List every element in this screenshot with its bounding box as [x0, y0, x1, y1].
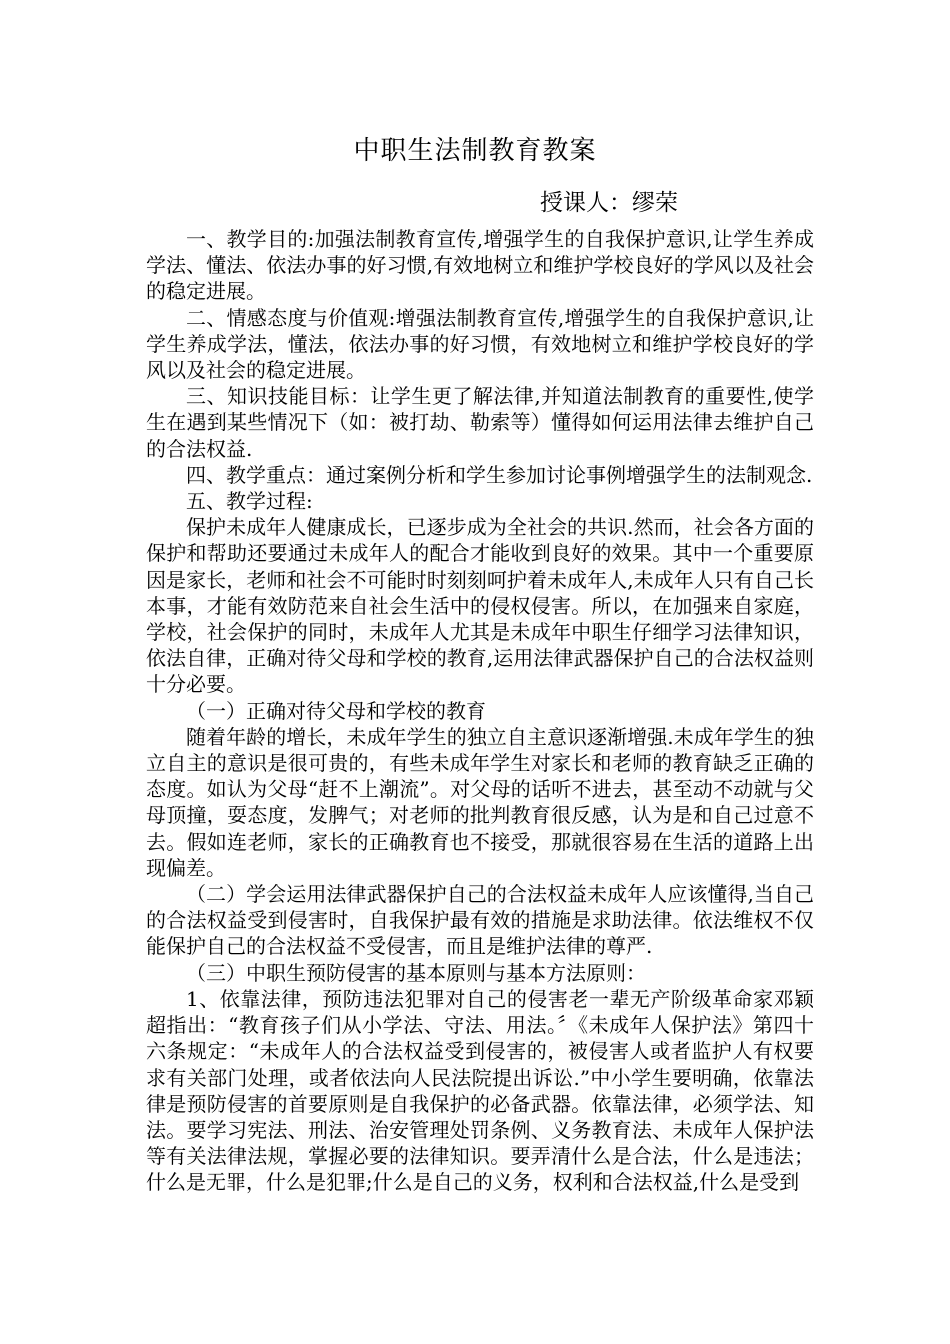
paragraph-process-heading: 五、教学过程:: [186, 489, 313, 514]
paragraph-section-2: （二）学会运用法律武器保护自己的合法权益未成年人应该懂得,当自己的合法权益受到侵害时，自我保护最有效的措施是求助法律。依法维权不仅能保护自己的合法权益不受侵害，而且是维护法律的尊严.: [146, 882, 814, 959]
author-line: 授课人：缪荣: [540, 190, 678, 216]
paragraph-intro: 保护未成年人健康成长，已逐步成为全社会的共识.然而，社会各方面的保护和帮助还要通过未成年人的配合才能收到良好的效果。其中一个重要原因是家长，老师和社会不可能时时刻刻呵护着未成年人,未成年人只有自己长本事，才能有效防范来自社会生活中的侵权侵害。所以，在加强来自家庭，学校，社会保护的同时，未成年人尤其是未成年中职生仔细学习法律知识，依法自律，正确对待父母和学校的教育,运用法律武器保护自己的合法权益则十分必要。: [146, 515, 814, 697]
paragraph-teaching-goal: 一、教学目的:加强法制教育宣传,增强学生的自我保护意识,让学生养成学法、懂法、依法办事的好习惯,有效地树立和维护学校良好的学风以及社会的稳定进展。: [146, 227, 814, 304]
paragraph-skills: 三、知识技能目标：让学生更了解法律,并知道法制教育的重要性,使学生在遇到某些情况下（如：被打劫、勒索等）懂得如何运用法律去维护自己的合法权益.: [146, 384, 814, 461]
document-body: [146, 226, 814, 1196]
paragraph-section-3-heading: （三）中职生预防侵害的基本原则与基本方法原则：: [186, 960, 646, 985]
paragraph-key-points: 四、教学重点：通过案例分析和学生参加讨论事例增强学生的法制观念.: [186, 462, 813, 487]
paragraph-section-1-heading: （一）正确对待父母和学校的教育: [186, 698, 486, 723]
paragraph-section-3-item-1: 1、依靠法律，预防违法犯罪对自己的侵害老一辈无产阶级革命家邓颖超指出：“教育孩子们从小学法、守法、用法。〞《未成年人保护法》第四十六条规定：“未成年人的合法权益受到侵害的，被侵害人或者监护人有权要求有关部门处理，或者依法向人民法院提出诉讼.”中小学生要明确，依靠法律是预防侵害的首要原则是自我保护的必备武器。依靠法律，必须学法、知法。要学习宪法、刑法、治安管理处罚条例、义务教育法、未成年人保护法等有关法律法规，掌握必要的法律知识。要弄清什么是合法，什么是违法；什么是无罪，什么是犯罪;什么是自己的义务，权利和合法权益,什么是受到: [146, 986, 814, 1195]
document-title: 中职生法制教育教案: [353, 136, 597, 166]
paragraph-section-1-body: 随着年龄的增长，未成年学生的独立自主意识逐渐增强.未成年学生的独立自主的意识是很可贵的，有些未成年学生对家长和老师的教育缺乏正确的态度。如认为父母“赶不上潮流”。对父母的话听不进去，甚至动不动就与父母顶撞，耍态度，发脾气；对老师的批判教育很反感，认为是和自己过意不去。假如连老师，家长的正确教育也不接受，那就很容易在生活的道路上出现偏差。: [146, 724, 814, 880]
paragraph-values: 二、情感态度与价值观:增强法制教育宣传,增强学生的自我保护意识,让学生养成学法，懂法，依法办事的好习惯，有效地树立和维护学校良好的学风以及社会的稳定进展。: [146, 305, 814, 383]
